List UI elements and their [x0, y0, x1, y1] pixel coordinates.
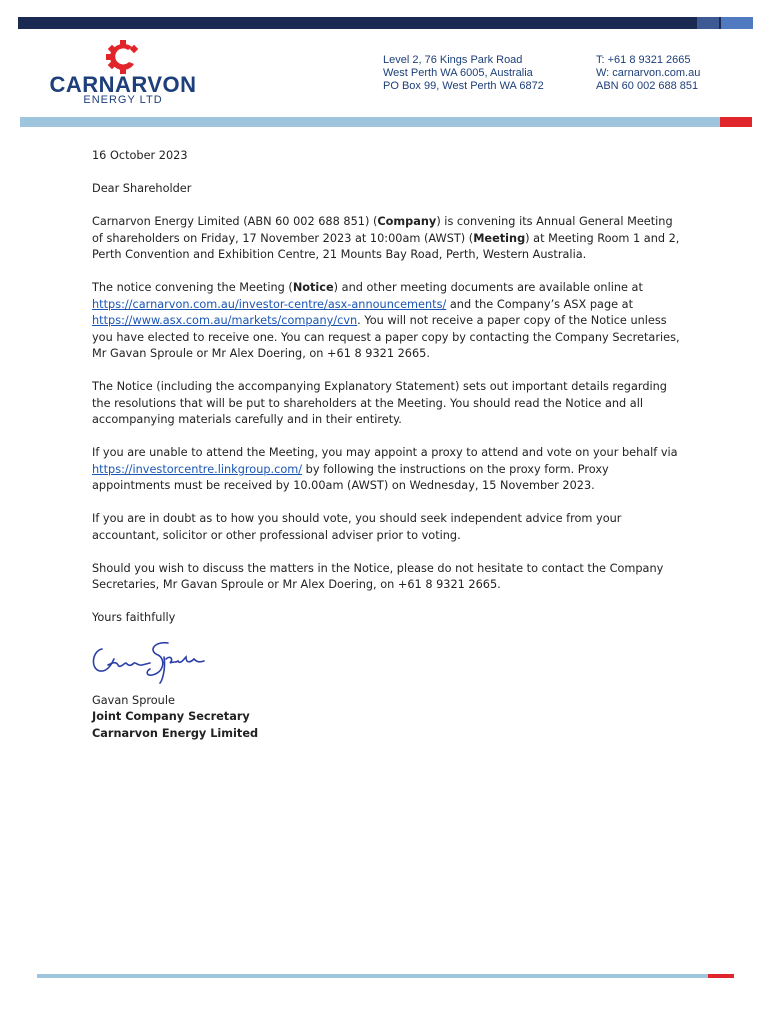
header-divider-accent [720, 117, 752, 127]
address-line: Level 2, 76 Kings Park Road [383, 54, 523, 66]
text-run: ) is convening its Annual General Meeting of shareholders on Friday, 17 November 2023 at 10:00am (AWST) ( [92, 215, 673, 245]
defined-term: Meeting [473, 231, 526, 245]
handwritten-signature [88, 635, 218, 685]
text-run: ) at Meeting Room 1 and 2, Perth Convention and Exhibition Centre, 21 Mounts Bay Road, Perth, Western Australia. [92, 231, 680, 261]
text-run: . You will not receive a paper copy of the Notice unless you have elected to receive one. You can request a paper copy by contacting the Company Secretaries, Mr Gavan Sproule or Mr Alex Doering, on +61 8 9321 2665. [92, 314, 680, 360]
defined-term: Notice [292, 281, 334, 294]
phone-line: T: +61 8 9321 2665 [596, 54, 691, 66]
letter-date: 16 October 2023 [92, 149, 188, 162]
footer-divider [37, 974, 734, 978]
header-top-bar [18, 17, 753, 29]
closing: Yours faithfully [92, 611, 176, 624]
signatory-title: Joint Company Secretary [92, 710, 250, 723]
abn-line: ABN 60 002 688 851 [596, 80, 699, 92]
announcements-link[interactable]: https://carnarvon.com.au/investor-centre/asx-announcements/ [92, 297, 447, 311]
paragraph-contact: Should you wish to discuss the matters in the Notice, please do not hesitate to contact the Company Secretaries, Mr Gavan Sproule or Mr Alex Doering, on +61 8 9321 2665. [92, 561, 664, 591]
paragraph-advice: If you are in doubt as to how you should vote, you should seek independent advice from your accountant, solicitor or other professional adviser prior to voting. [92, 512, 622, 542]
header-bar-stripe [721, 17, 753, 29]
paragraph-meeting [92, 214, 682, 264]
header-divider [20, 117, 752, 127]
brand-subtitle: ENERGY LTD [83, 94, 163, 106]
text-run: by following the instructions on the proxy form. Proxy appointments must be received by 10.00am (AWST) on Wednesday, 15 November 2023. [92, 462, 609, 492]
signatory-name: Gavan Sproule [92, 693, 175, 707]
investor-centre-link[interactable]: https://investorcentre.linkgroup.com/ [92, 462, 303, 476]
defined-term: Company [377, 215, 437, 228]
website-line: W: carnarvon.com.au [596, 67, 701, 79]
letter-body [92, 148, 682, 742]
address-line: PO Box 99, West Perth WA 6872 [383, 80, 544, 92]
salutation: Dear Shareholder [92, 182, 192, 195]
paragraph-proxy [92, 445, 682, 495]
gear-flame-logo-icon [106, 40, 140, 74]
asx-page-link[interactable]: https://www.asx.com.au/markets/company/cvn [92, 314, 358, 327]
text-run: The notice convening the Meeting ( [92, 281, 293, 294]
text-run: ) and other meeting documents are available online at [333, 281, 643, 294]
company-logo [33, 40, 213, 110]
footer-divider-accent [708, 974, 734, 978]
company-contact [596, 54, 700, 93]
text-run: Carnarvon Energy Limited (ABN 60 002 688 851) ( [92, 215, 378, 228]
text-run: If you are unable to attend the Meeting, you may appoint a proxy to attend and vote on your behalf via [92, 446, 678, 459]
signatory-company: Carnarvon Energy Limited [92, 726, 259, 740]
brand-name: CARNARVON [49, 72, 197, 97]
text-run: and the Company’s ASX page at [446, 297, 634, 311]
company-address [383, 54, 544, 93]
paragraph-notice [92, 280, 682, 363]
address-line: West Perth WA 6005, Australia [383, 67, 533, 79]
header-bar-stripe [697, 17, 719, 29]
paragraph-explanatory: The Notice (including the accompanying Explanatory Statement) sets out important details regarding the resolutions that will be put to shareholders at the Meeting. You should read the Notice and all accompanying materials carefully and in their entirety. [92, 380, 667, 426]
